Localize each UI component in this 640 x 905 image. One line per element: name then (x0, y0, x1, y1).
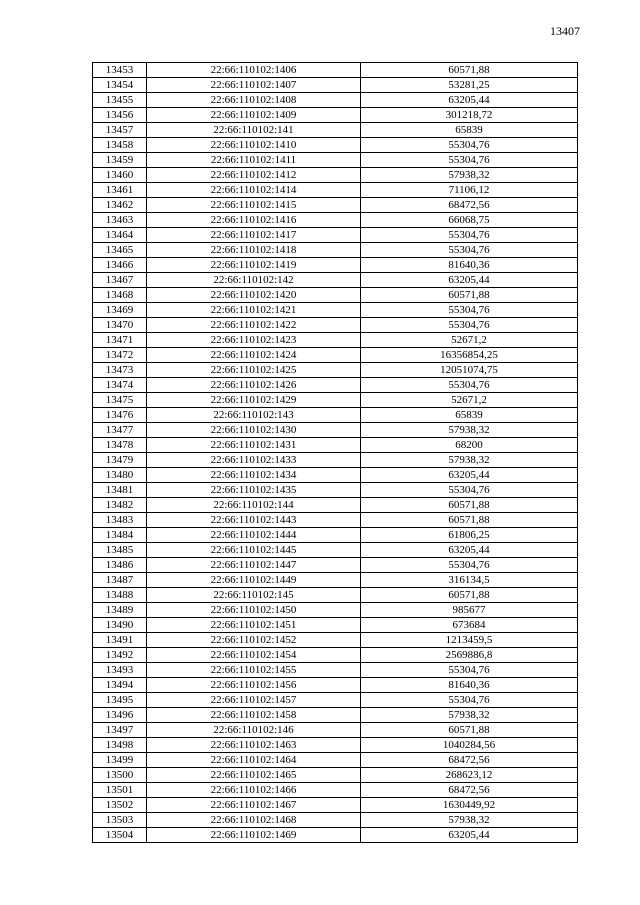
table-row (93, 468, 578, 483)
cadastral-number-cell: 22:66:110102:1409 (147, 108, 361, 123)
cadastral-number-cell: 22:66:110102:1418 (147, 243, 361, 258)
table-row (93, 723, 578, 738)
value-cell: 301218,72 (361, 108, 578, 123)
table-row (93, 333, 578, 348)
row-number-cell: 13498 (93, 738, 147, 753)
value-cell: 1040284,56 (361, 738, 578, 753)
cadastral-number-cell: 22:66:110102:1463 (147, 738, 361, 753)
table-row (93, 183, 578, 198)
value-cell: 68472,56 (361, 198, 578, 213)
value-cell: 55304,76 (361, 663, 578, 678)
cadastral-number-cell: 22:66:110102:1445 (147, 543, 361, 558)
row-number-cell: 13459 (93, 153, 147, 168)
cadastral-number-cell: 22:66:110102:1430 (147, 423, 361, 438)
value-cell: 12051074,75 (361, 363, 578, 378)
value-cell: 63205,44 (361, 273, 578, 288)
cadastral-number-cell: 22:66:110102:142 (147, 273, 361, 288)
value-cell: 63205,44 (361, 93, 578, 108)
table-row (93, 768, 578, 783)
value-cell: 55304,76 (361, 243, 578, 258)
row-number-cell: 13468 (93, 288, 147, 303)
cadastral-number-cell: 22:66:110102:1426 (147, 378, 361, 393)
table-row (93, 783, 578, 798)
value-cell: 68472,56 (361, 753, 578, 768)
table-row (93, 438, 578, 453)
cadastral-number-cell: 22:66:110102:1410 (147, 138, 361, 153)
table-row (93, 678, 578, 693)
value-cell: 63205,44 (361, 543, 578, 558)
value-cell: 60571,88 (361, 63, 578, 78)
cadastral-number-cell: 22:66:110102:1457 (147, 693, 361, 708)
row-number-cell: 13458 (93, 138, 147, 153)
row-number-cell: 13494 (93, 678, 147, 693)
row-number-cell: 13454 (93, 78, 147, 93)
value-cell: 60571,88 (361, 513, 578, 528)
value-cell: 63205,44 (361, 828, 578, 843)
value-cell: 71106,12 (361, 183, 578, 198)
table-row (93, 618, 578, 633)
value-cell: 63205,44 (361, 468, 578, 483)
table-row (93, 573, 578, 588)
table-row (93, 198, 578, 213)
table-row (93, 363, 578, 378)
value-cell: 985677 (361, 603, 578, 618)
value-cell: 57938,32 (361, 168, 578, 183)
row-number-cell: 13463 (93, 213, 147, 228)
row-number-cell: 13476 (93, 408, 147, 423)
table-row (93, 288, 578, 303)
value-cell: 65839 (361, 123, 578, 138)
table-row (93, 378, 578, 393)
table-body (93, 63, 578, 843)
row-number-cell: 13460 (93, 168, 147, 183)
table-row (93, 498, 578, 513)
value-cell: 60571,88 (361, 723, 578, 738)
table-row (93, 318, 578, 333)
cadastral-number-cell: 22:66:110102:1465 (147, 768, 361, 783)
row-number-cell: 13499 (93, 753, 147, 768)
table-row (93, 63, 578, 78)
table-row (93, 228, 578, 243)
row-number-cell: 13474 (93, 378, 147, 393)
row-number-cell: 13478 (93, 438, 147, 453)
value-cell: 57938,32 (361, 813, 578, 828)
row-number-cell: 13482 (93, 498, 147, 513)
row-number-cell: 13467 (93, 273, 147, 288)
table-row (93, 738, 578, 753)
value-cell: 55304,76 (361, 153, 578, 168)
row-number-cell: 13492 (93, 648, 147, 663)
cadastral-number-cell: 22:66:110102:1419 (147, 258, 361, 273)
value-cell: 52671,2 (361, 333, 578, 348)
value-cell: 57938,32 (361, 423, 578, 438)
cadastral-number-cell: 22:66:110102:1454 (147, 648, 361, 663)
table-row (93, 303, 578, 318)
row-number-cell: 13487 (93, 573, 147, 588)
row-number-cell: 13502 (93, 798, 147, 813)
value-cell: 2569886,8 (361, 648, 578, 663)
value-cell: 60571,88 (361, 288, 578, 303)
table-row (93, 798, 578, 813)
table-row (93, 138, 578, 153)
row-number-cell: 13469 (93, 303, 147, 318)
row-number-cell: 13457 (93, 123, 147, 138)
cadastral-number-cell: 22:66:110102:1424 (147, 348, 361, 363)
value-cell: 316134,5 (361, 573, 578, 588)
table-row (93, 108, 578, 123)
value-cell: 55304,76 (361, 318, 578, 333)
row-number-cell: 13503 (93, 813, 147, 828)
cadastral-number-cell: 22:66:110102:1408 (147, 93, 361, 108)
row-number-cell: 13477 (93, 423, 147, 438)
table-row (93, 633, 578, 648)
cadastral-number-cell: 22:66:110102:1450 (147, 603, 361, 618)
value-cell: 81640,36 (361, 678, 578, 693)
table-row (93, 168, 578, 183)
cadastral-number-cell: 22:66:110102:1458 (147, 708, 361, 723)
table-row (93, 258, 578, 273)
cadastral-number-cell: 22:66:110102:143 (147, 408, 361, 423)
row-number-cell: 13471 (93, 333, 147, 348)
value-cell: 57938,32 (361, 708, 578, 723)
table-row (93, 708, 578, 723)
table-row (93, 93, 578, 108)
row-number-cell: 13501 (93, 783, 147, 798)
table-row (93, 348, 578, 363)
cadastral-number-cell: 22:66:110102:144 (147, 498, 361, 513)
value-cell: 52671,2 (361, 393, 578, 408)
row-number-cell: 13480 (93, 468, 147, 483)
cadastral-number-cell: 22:66:110102:1433 (147, 453, 361, 468)
table-row (93, 543, 578, 558)
row-number-cell: 13490 (93, 618, 147, 633)
row-number-cell: 13466 (93, 258, 147, 273)
cadastral-number-cell: 22:66:110102:1464 (147, 753, 361, 768)
table-row (93, 213, 578, 228)
cadastral-number-cell: 22:66:110102:1456 (147, 678, 361, 693)
cadastral-number-cell: 22:66:110102:1412 (147, 168, 361, 183)
cadastral-number-cell: 22:66:110102:1431 (147, 438, 361, 453)
value-cell: 66068,75 (361, 213, 578, 228)
table-row (93, 753, 578, 768)
row-number-cell: 13472 (93, 348, 147, 363)
cadastral-number-cell: 22:66:110102:1429 (147, 393, 361, 408)
cadastral-number-cell: 22:66:110102:1420 (147, 288, 361, 303)
value-cell: 60571,88 (361, 498, 578, 513)
row-number-cell: 13496 (93, 708, 147, 723)
row-number-cell: 13484 (93, 528, 147, 543)
row-number-cell: 13497 (93, 723, 147, 738)
page-number: 13407 (550, 24, 580, 38)
value-cell: 1213459,5 (361, 633, 578, 648)
row-number-cell: 13473 (93, 363, 147, 378)
row-number-cell: 13475 (93, 393, 147, 408)
cadastral-number-cell: 22:66:110102:1466 (147, 783, 361, 798)
cadastral-number-cell: 22:66:110102:1469 (147, 828, 361, 843)
table-row (93, 393, 578, 408)
value-cell: 68200 (361, 438, 578, 453)
cadastral-number-cell: 22:66:110102:1447 (147, 558, 361, 573)
cadastral-number-cell: 22:66:110102:1467 (147, 798, 361, 813)
row-number-cell: 13470 (93, 318, 147, 333)
cadastral-number-cell: 22:66:110102:1449 (147, 573, 361, 588)
row-number-cell: 13491 (93, 633, 147, 648)
table-row (93, 513, 578, 528)
table-row (93, 588, 578, 603)
cadastral-number-cell: 22:66:110102:146 (147, 723, 361, 738)
value-cell: 60571,88 (361, 588, 578, 603)
value-cell: 57938,32 (361, 453, 578, 468)
row-number-cell: 13479 (93, 453, 147, 468)
value-cell: 55304,76 (361, 228, 578, 243)
row-number-cell: 13488 (93, 588, 147, 603)
value-cell: 68472,56 (361, 783, 578, 798)
cadastral-number-cell: 22:66:110102:1414 (147, 183, 361, 198)
row-number-cell: 13495 (93, 693, 147, 708)
value-cell: 1630449,92 (361, 798, 578, 813)
table-row (93, 273, 578, 288)
value-cell: 16356854,25 (361, 348, 578, 363)
cadastral-number-cell: 22:66:110102:1434 (147, 468, 361, 483)
row-number-cell: 13462 (93, 198, 147, 213)
value-cell: 268623,12 (361, 768, 578, 783)
cadastral-number-cell: 22:66:110102:1411 (147, 153, 361, 168)
table-row (93, 813, 578, 828)
table-row (93, 153, 578, 168)
table-row (93, 408, 578, 423)
cadastral-number-cell: 22:66:110102:1451 (147, 618, 361, 633)
row-number-cell: 13485 (93, 543, 147, 558)
table-row (93, 483, 578, 498)
cadastral-number-cell: 22:66:110102:1444 (147, 528, 361, 543)
cadastral-number-cell: 22:66:110102:1443 (147, 513, 361, 528)
row-number-cell: 13464 (93, 228, 147, 243)
value-cell: 81640,36 (361, 258, 578, 273)
cadastral-number-cell: 22:66:110102:1406 (147, 63, 361, 78)
table-row (93, 603, 578, 618)
cadastral-number-cell: 22:66:110102:141 (147, 123, 361, 138)
row-number-cell: 13493 (93, 663, 147, 678)
value-cell: 53281,25 (361, 78, 578, 93)
table-row (93, 663, 578, 678)
cadastral-number-cell: 22:66:110102:145 (147, 588, 361, 603)
table-row (93, 693, 578, 708)
row-number-cell: 13455 (93, 93, 147, 108)
cadastral-number-cell: 22:66:110102:1455 (147, 663, 361, 678)
row-number-cell: 13500 (93, 768, 147, 783)
value-cell: 55304,76 (361, 483, 578, 498)
row-number-cell: 13465 (93, 243, 147, 258)
cadastral-number-cell: 22:66:110102:1421 (147, 303, 361, 318)
value-cell: 61806,25 (361, 528, 578, 543)
value-cell: 65839 (361, 408, 578, 423)
cadastral-number-cell: 22:66:110102:1468 (147, 813, 361, 828)
cadastral-number-cell: 22:66:110102:1422 (147, 318, 361, 333)
row-number-cell: 13456 (93, 108, 147, 123)
table-row (93, 123, 578, 138)
table-row (93, 423, 578, 438)
row-number-cell: 13486 (93, 558, 147, 573)
row-number-cell: 13504 (93, 828, 147, 843)
cadastral-number-cell: 22:66:110102:1415 (147, 198, 361, 213)
row-number-cell: 13481 (93, 483, 147, 498)
cadastral-number-cell: 22:66:110102:1407 (147, 78, 361, 93)
value-cell: 55304,76 (361, 558, 578, 573)
table-row (93, 648, 578, 663)
table-row (93, 78, 578, 93)
value-cell: 55304,76 (361, 378, 578, 393)
row-number-cell: 13461 (93, 183, 147, 198)
value-cell: 55304,76 (361, 303, 578, 318)
value-cell: 55304,76 (361, 138, 578, 153)
value-cell: 55304,76 (361, 693, 578, 708)
cadastral-number-cell: 22:66:110102:1416 (147, 213, 361, 228)
row-number-cell: 13483 (93, 513, 147, 528)
cadastral-number-cell: 22:66:110102:1425 (147, 363, 361, 378)
cadastral-number-cell: 22:66:110102:1452 (147, 633, 361, 648)
row-number-cell: 13453 (93, 63, 147, 78)
value-cell: 673684 (361, 618, 578, 633)
table-row (93, 828, 578, 843)
row-number-cell: 13489 (93, 603, 147, 618)
table-row (93, 558, 578, 573)
table-row (93, 528, 578, 543)
table-row (93, 453, 578, 468)
cadastral-number-cell: 22:66:110102:1435 (147, 483, 361, 498)
cadastral-number-cell: 22:66:110102:1417 (147, 228, 361, 243)
table-row (93, 243, 578, 258)
cadastral-value-table (92, 62, 578, 843)
cadastral-number-cell: 22:66:110102:1423 (147, 333, 361, 348)
